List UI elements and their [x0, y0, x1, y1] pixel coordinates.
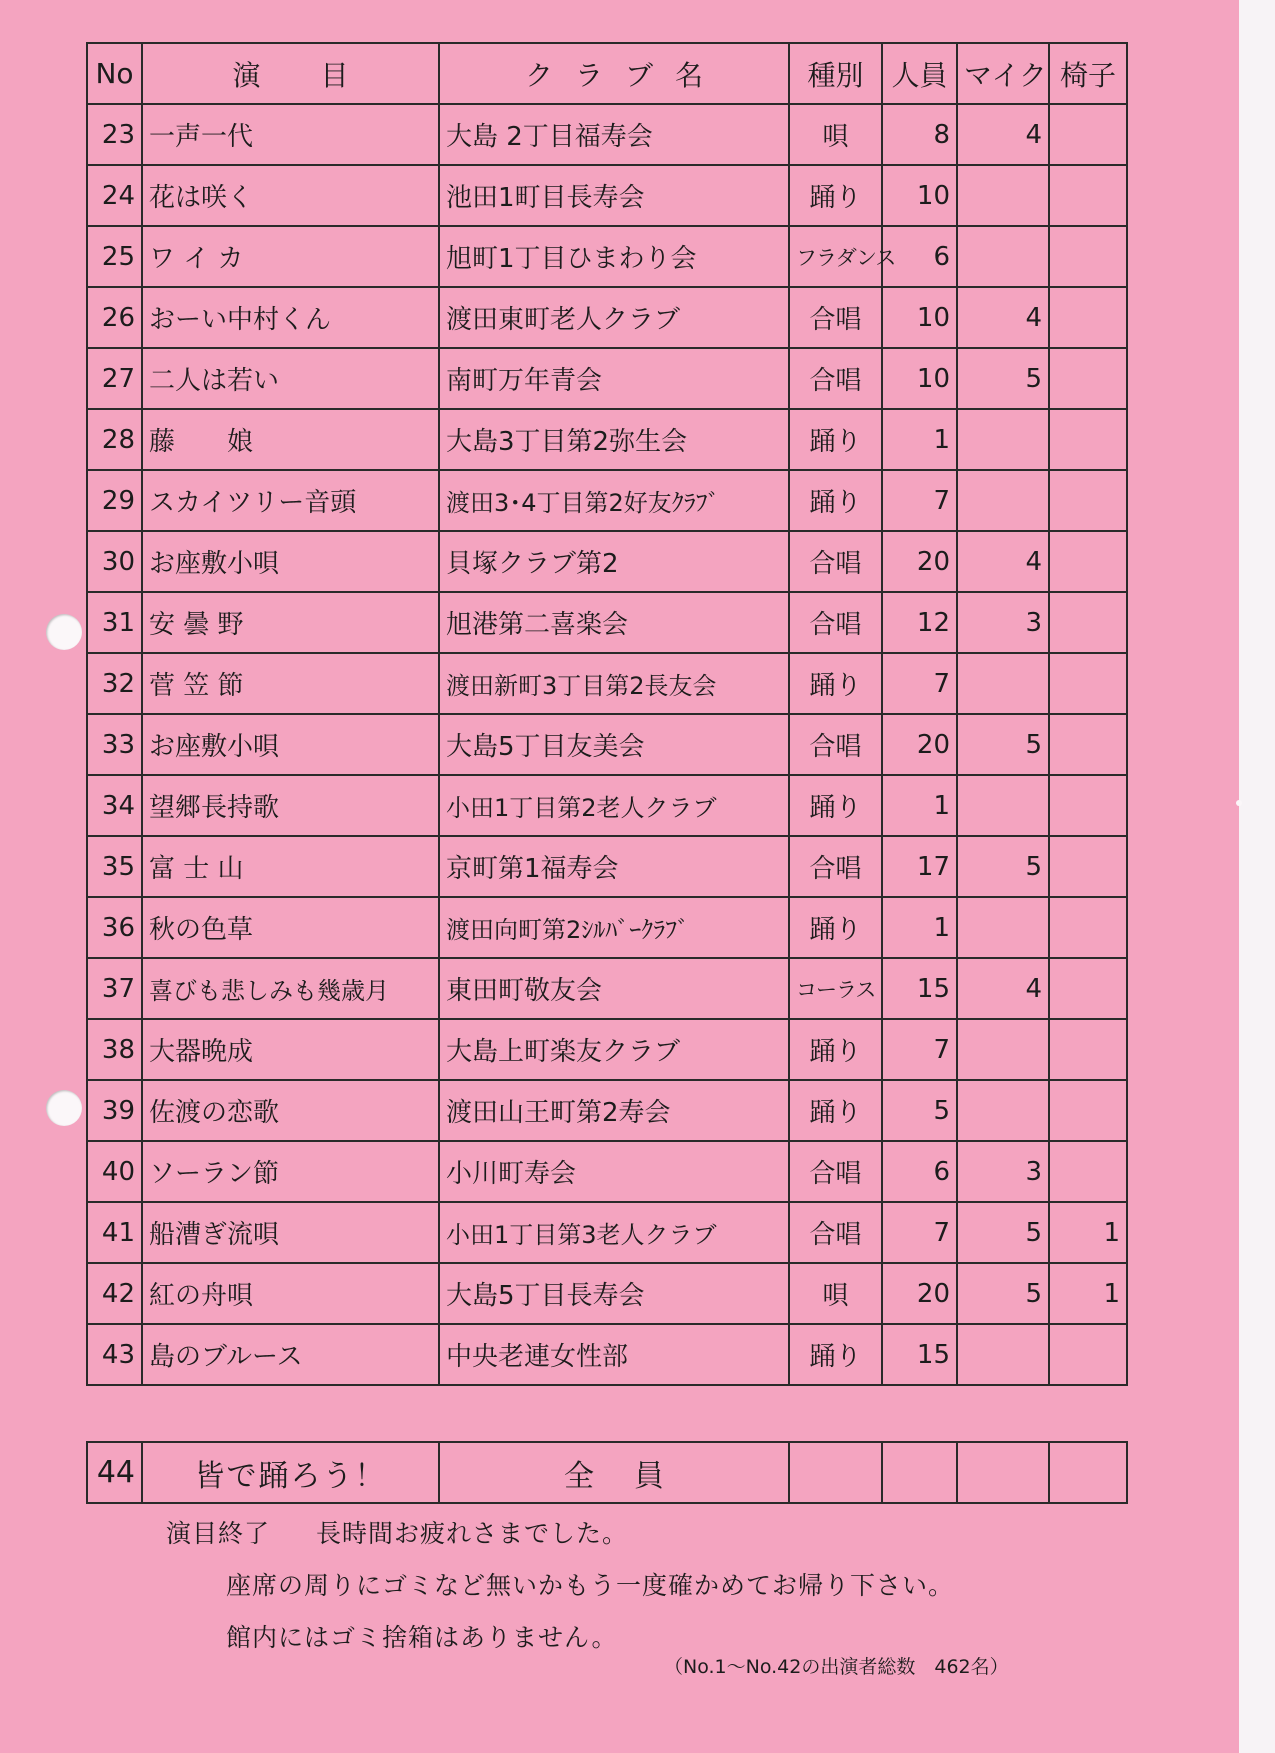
row-mic: 3	[957, 592, 1049, 653]
finale-title: 皆で踊ろう！	[142, 1442, 439, 1503]
row-mic: 5	[957, 836, 1049, 897]
row-title: おーい中村くん	[142, 287, 439, 348]
row-title: 菅 笠 節	[142, 653, 439, 714]
row-club: 大島3丁目第2弥生会	[439, 409, 789, 470]
closing-note-line3: 館内にはゴミ捨箱はありません。	[226, 1623, 618, 1652]
row-type: 合唱	[789, 714, 882, 775]
row-club: 渡田山王町第2寿会	[439, 1080, 789, 1141]
row-mic: 5	[957, 348, 1049, 409]
row-type: 合唱	[789, 1141, 882, 1202]
table-row	[87, 592, 1127, 653]
row-no: 32	[87, 653, 142, 714]
row-no: 34	[87, 775, 142, 836]
row-type: 合唱	[789, 531, 882, 592]
row-club: 池田1町目長寿会	[439, 165, 789, 226]
row-chair	[1049, 836, 1127, 897]
row-mic	[957, 470, 1049, 531]
row-no: 38	[87, 1019, 142, 1080]
header-club: クラブ名	[439, 43, 789, 104]
row-members: 1	[882, 775, 957, 836]
closing-note-line1	[166, 1514, 628, 1550]
row-mic	[957, 1019, 1049, 1080]
row-no: 41	[87, 1202, 142, 1263]
header-no: No	[87, 43, 142, 104]
row-members: 15	[882, 1324, 957, 1385]
row-mic: 5	[957, 1263, 1049, 1324]
row-type: 唄	[789, 104, 882, 165]
row-title: スカイツリー音頭	[142, 470, 439, 531]
row-chair	[1049, 1324, 1127, 1385]
row-mic	[957, 226, 1049, 287]
table-row	[87, 897, 1127, 958]
row-club: 大島5丁目長寿会	[439, 1263, 789, 1324]
row-title: 船漕ぎ流唄	[142, 1202, 439, 1263]
row-chair	[1049, 348, 1127, 409]
row-title: 望郷長持歌	[142, 775, 439, 836]
program-table	[86, 42, 1128, 1386]
finale-members	[882, 1442, 957, 1503]
row-no: 35	[87, 836, 142, 897]
table-row	[87, 348, 1127, 409]
row-members: 6	[882, 1141, 957, 1202]
row-club: 小川町寿会	[439, 1141, 789, 1202]
row-members: 20	[882, 1263, 957, 1324]
finale-no: 44	[87, 1442, 142, 1503]
row-type: 合唱	[789, 287, 882, 348]
table-row	[87, 531, 1127, 592]
row-mic: 3	[957, 1141, 1049, 1202]
row-mic	[957, 897, 1049, 958]
row-type: 踊り	[789, 1019, 882, 1080]
row-mic	[957, 409, 1049, 470]
row-members: 1	[882, 409, 957, 470]
row-members: 12	[882, 592, 957, 653]
row-club: 大島上町楽友クラブ	[439, 1019, 789, 1080]
row-title: 二人は若い	[142, 348, 439, 409]
row-chair	[1049, 653, 1127, 714]
row-chair	[1049, 592, 1127, 653]
header-type: 種別	[789, 43, 882, 104]
row-club: 南町万年青会	[439, 348, 789, 409]
table-row	[87, 714, 1127, 775]
row-no: 26	[87, 287, 142, 348]
row-members: 1	[882, 897, 957, 958]
row-no: 28	[87, 409, 142, 470]
row-title: ワ イ カ	[142, 226, 439, 287]
header-row	[87, 43, 1127, 104]
row-chair	[1049, 1080, 1127, 1141]
header-members: 人員	[882, 43, 957, 104]
row-mic	[957, 1324, 1049, 1385]
row-type: 合唱	[789, 348, 882, 409]
row-club: 渡田向町第2ｼﾙﾊﾞｰｸﾗﾌﾞ	[439, 897, 789, 958]
table-row	[87, 1202, 1127, 1263]
row-members: 10	[882, 348, 957, 409]
row-mic: 4	[957, 104, 1049, 165]
row-mic: 5	[957, 1202, 1049, 1263]
row-type: 合唱	[789, 592, 882, 653]
row-type: 踊り	[789, 775, 882, 836]
row-club: 東田町敬友会	[439, 958, 789, 1019]
row-type: 唄	[789, 1263, 882, 1324]
row-members: 15	[882, 958, 957, 1019]
program-rows	[87, 104, 1127, 1385]
row-mic	[957, 165, 1049, 226]
row-title: 一声一代	[142, 104, 439, 165]
row-no: 30	[87, 531, 142, 592]
row-no: 29	[87, 470, 142, 531]
row-type: 合唱	[789, 836, 882, 897]
closing-label: 演目終了	[166, 1519, 271, 1548]
row-chair: 1	[1049, 1263, 1127, 1324]
row-chair	[1049, 1141, 1127, 1202]
row-title: ソーラン節	[142, 1141, 439, 1202]
row-club: 貝塚クラブ第2	[439, 531, 789, 592]
table-row	[87, 836, 1127, 897]
closing-note-line2: 座席の周りにゴミなど無いかもう一度確かめてお帰り下さい。	[226, 1571, 955, 1600]
table-row	[87, 226, 1127, 287]
row-type: フラダンス	[789, 226, 882, 287]
finale-chair	[1049, 1442, 1127, 1503]
row-no: 39	[87, 1080, 142, 1141]
row-chair	[1049, 287, 1127, 348]
row-club: 大島 2丁目福寿会	[439, 104, 789, 165]
row-chair	[1049, 775, 1127, 836]
row-no: 42	[87, 1263, 142, 1324]
row-type: 踊り	[789, 1080, 882, 1141]
table-row	[87, 104, 1127, 165]
row-club: 小田1丁目第2老人クラブ	[439, 775, 789, 836]
row-title: お座敷小唄	[142, 531, 439, 592]
row-type: 合唱	[789, 1202, 882, 1263]
row-mic	[957, 775, 1049, 836]
row-members: 10	[882, 287, 957, 348]
row-title: 大器晩成	[142, 1019, 439, 1080]
row-members: 7	[882, 470, 957, 531]
row-mic: 4	[957, 287, 1049, 348]
finale-table	[86, 1441, 1128, 1504]
row-type: 踊り	[789, 653, 882, 714]
row-no: 24	[87, 165, 142, 226]
finale-mic	[957, 1442, 1049, 1503]
punch-mark	[1236, 800, 1242, 806]
row-members: 5	[882, 1080, 957, 1141]
row-members: 7	[882, 653, 957, 714]
row-club: 大島5丁目友美会	[439, 714, 789, 775]
table-row	[87, 165, 1127, 226]
row-members: 6	[882, 226, 957, 287]
finale-row	[87, 1442, 1127, 1503]
row-title: 安 曇 野	[142, 592, 439, 653]
row-chair	[1049, 714, 1127, 775]
row-type: コーラス	[789, 958, 882, 1019]
row-type: 踊り	[789, 1324, 882, 1385]
row-mic	[957, 1080, 1049, 1141]
row-members: 20	[882, 531, 957, 592]
row-club: 京町第1福寿会	[439, 836, 789, 897]
table-row	[87, 1324, 1127, 1385]
row-title: 富 士 山	[142, 836, 439, 897]
row-type: 踊り	[789, 470, 882, 531]
row-club: 小田1丁目第3老人クラブ	[439, 1202, 789, 1263]
table-row	[87, 1019, 1127, 1080]
finale-club: 全員	[439, 1442, 789, 1503]
row-members: 7	[882, 1019, 957, 1080]
row-club: 渡田東町老人クラブ	[439, 287, 789, 348]
row-no: 31	[87, 592, 142, 653]
header-mic: マイク	[957, 43, 1049, 104]
header-chair: 椅子	[1049, 43, 1127, 104]
row-type: 踊り	[789, 165, 882, 226]
row-club: 旭港第二喜楽会	[439, 592, 789, 653]
closing-thanks: 長時間お疲れさまでした。	[316, 1519, 629, 1548]
row-chair: 1	[1049, 1202, 1127, 1263]
punch-hole	[46, 1090, 82, 1126]
paper-edge	[1239, 0, 1275, 1753]
row-mic: 4	[957, 531, 1049, 592]
table-row	[87, 1080, 1127, 1141]
row-mic	[957, 653, 1049, 714]
row-title: 藤 娘	[142, 409, 439, 470]
table-row	[87, 470, 1127, 531]
row-type: 踊り	[789, 409, 882, 470]
row-chair	[1049, 470, 1127, 531]
row-no: 40	[87, 1141, 142, 1202]
row-club: 中央老連女性部	[439, 1324, 789, 1385]
row-members: 17	[882, 836, 957, 897]
row-title: お座敷小唄	[142, 714, 439, 775]
row-no: 25	[87, 226, 142, 287]
table-row	[87, 775, 1127, 836]
row-type: 踊り	[789, 897, 882, 958]
row-chair	[1049, 958, 1127, 1019]
row-chair	[1049, 165, 1127, 226]
finale-type	[789, 1442, 882, 1503]
row-chair	[1049, 531, 1127, 592]
row-members: 7	[882, 1202, 957, 1263]
row-title: 喜びも悲しみも幾歳月	[142, 958, 439, 1019]
row-title: 島のブルース	[142, 1324, 439, 1385]
row-no: 33	[87, 714, 142, 775]
punch-hole	[46, 614, 82, 650]
table-row	[87, 409, 1127, 470]
table-row	[87, 653, 1127, 714]
row-chair	[1049, 897, 1127, 958]
row-title: 花は咲く	[142, 165, 439, 226]
row-mic: 4	[957, 958, 1049, 1019]
row-club: 渡田新町3丁目第2長友会	[439, 653, 789, 714]
row-members: 20	[882, 714, 957, 775]
row-chair	[1049, 226, 1127, 287]
table-row	[87, 1263, 1127, 1324]
row-title: 佐渡の恋歌	[142, 1080, 439, 1141]
row-chair	[1049, 104, 1127, 165]
header-title: 演目	[142, 43, 439, 104]
performer-total: （No.1～No.42の出演者総数 462名）	[664, 1656, 1009, 1678]
row-club: 渡田3･4丁目第2好友ｸﾗﾌﾞ	[439, 470, 789, 531]
row-title: 秋の色草	[142, 897, 439, 958]
row-no: 27	[87, 348, 142, 409]
table-row	[87, 287, 1127, 348]
row-mic: 5	[957, 714, 1049, 775]
row-no: 23	[87, 104, 142, 165]
row-chair	[1049, 1019, 1127, 1080]
row-club: 旭町1丁目ひまわり会	[439, 226, 789, 287]
table-row	[87, 1141, 1127, 1202]
row-members: 8	[882, 104, 957, 165]
row-members: 10	[882, 165, 957, 226]
table-row	[87, 958, 1127, 1019]
row-title: 紅の舟唄	[142, 1263, 439, 1324]
row-no: 37	[87, 958, 142, 1019]
row-no: 43	[87, 1324, 142, 1385]
row-chair	[1049, 409, 1127, 470]
row-no: 36	[87, 897, 142, 958]
